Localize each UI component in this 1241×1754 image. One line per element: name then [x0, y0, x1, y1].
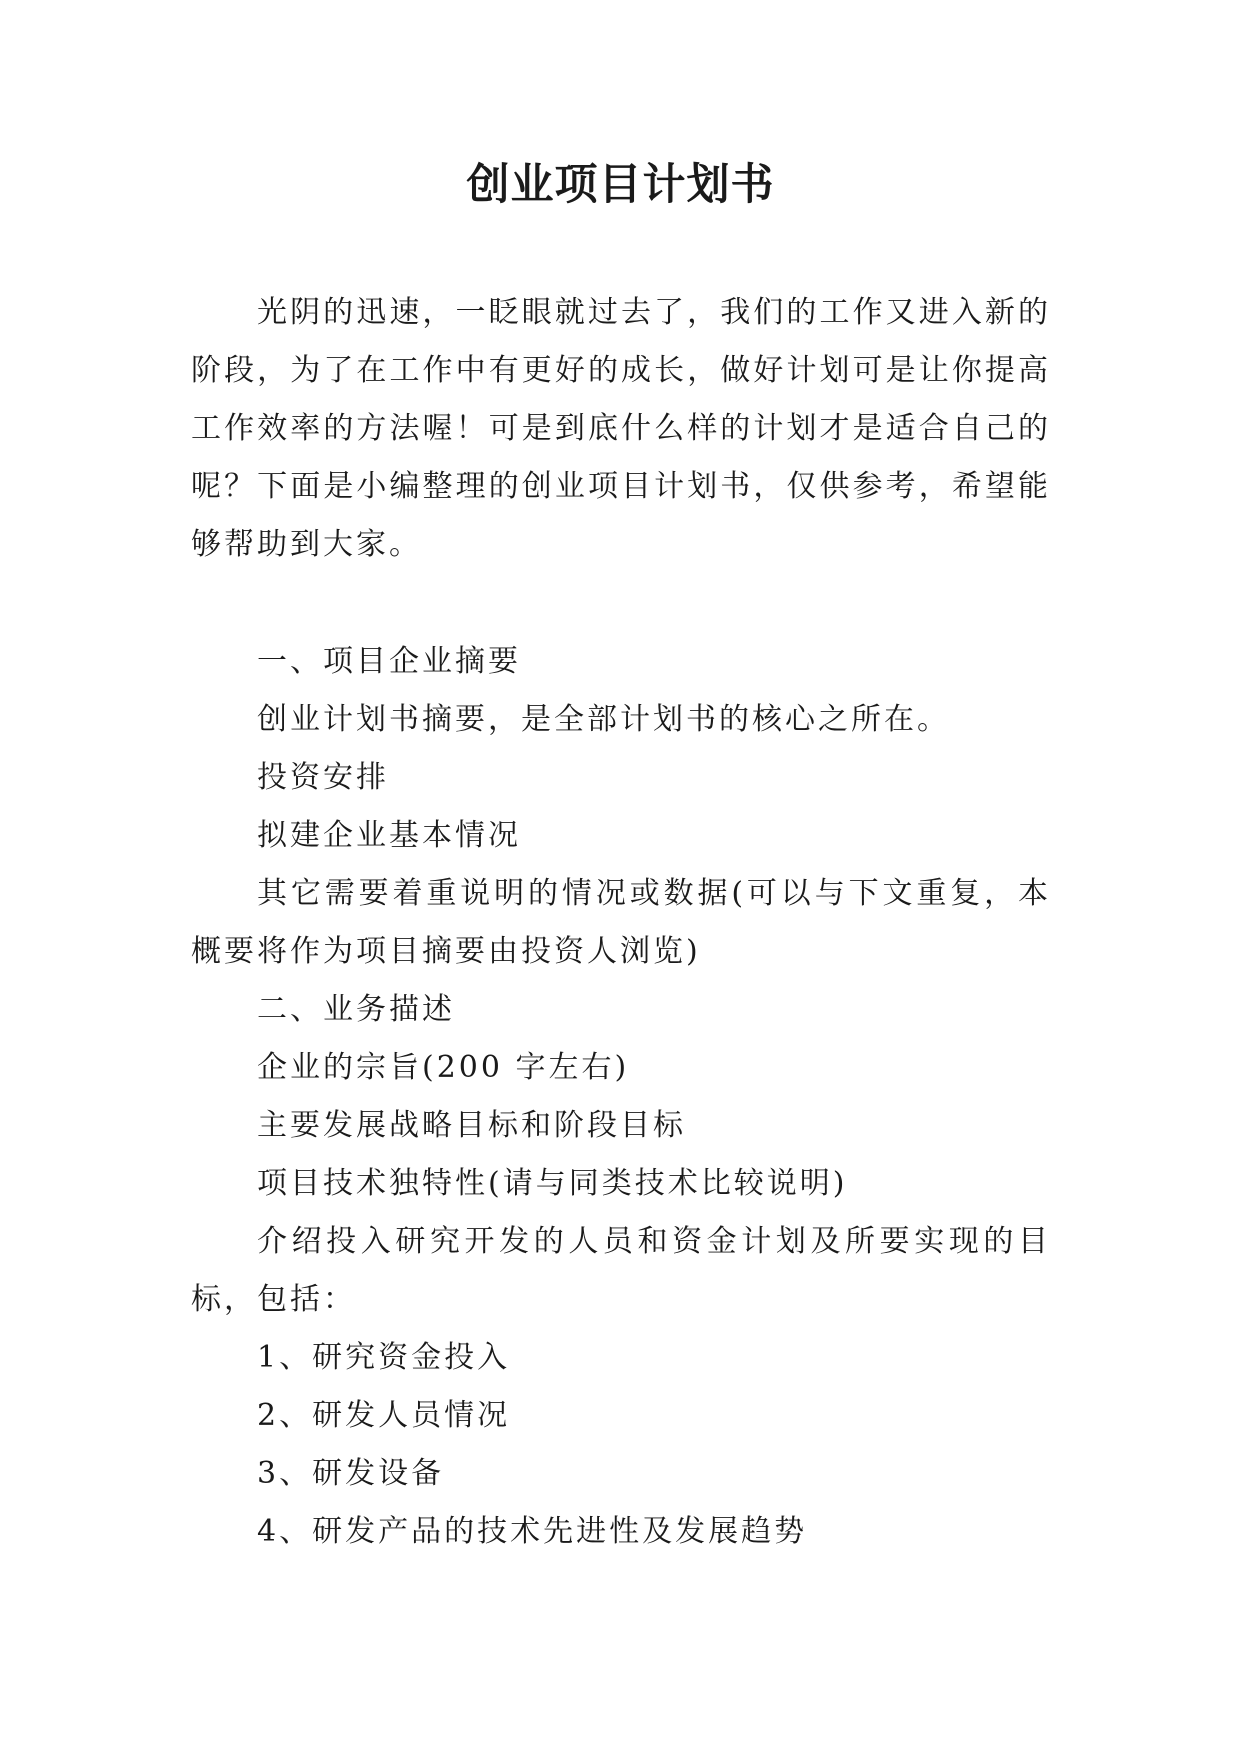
heading-business-description: 二、业务描述 [257, 992, 455, 1027]
item-strategic-goals: 主要发展战略目标和阶段目标 [257, 1108, 686, 1143]
paragraph-rd-plan: 介绍投入研究开发的人员和资金计划及所要实现的目标，包括： [191, 1224, 1051, 1317]
item-enterprise-basic-info: 拟建企业基本情况 [257, 818, 521, 853]
paragraph-summary-core: 创业计划书摘要，是全部计划书的核心之所在。 [257, 702, 950, 737]
item-technical-uniqueness: 项目技术独特性(请与同类技术比较说明) [257, 1166, 848, 1201]
list-item-rd-advancement: 4、研发产品的技术先进性及发展趋势 [257, 1514, 808, 1549]
list-item-rd-funding: 1、研究资金投入 [257, 1340, 511, 1375]
heading-project-summary: 一、项目企业摘要 [257, 644, 521, 679]
list-item-rd-personnel: 2、研发人员情况 [257, 1398, 511, 1433]
item-enterprise-purpose: 企业的宗旨(200 字左右) [257, 1050, 630, 1085]
list-item-rd-equipment: 3、研发设备 [257, 1456, 445, 1491]
item-investment-arrangement: 投资安排 [257, 760, 389, 795]
paragraph-other-notes: 其它需要着重说明的情况或数据(可以与下文重复，本概要将作为项目摘要由投资人浏览) [191, 876, 1051, 969]
intro-paragraph: 光阴的迅速，一眨眼就过去了，我们的工作又进入新的阶段，为了在工作中有更好的成长，做好计划可是让你提高工作效率的方法喔！可是到底什么样的计划才是适合自己的呢？下面是小编整理的创业项目计划书，仅供参考，希望能够帮助到大家。 [191, 295, 1051, 562]
outline-section [191, 633, 1051, 1561]
document-title: 创业项目计划书 [466, 160, 775, 210]
